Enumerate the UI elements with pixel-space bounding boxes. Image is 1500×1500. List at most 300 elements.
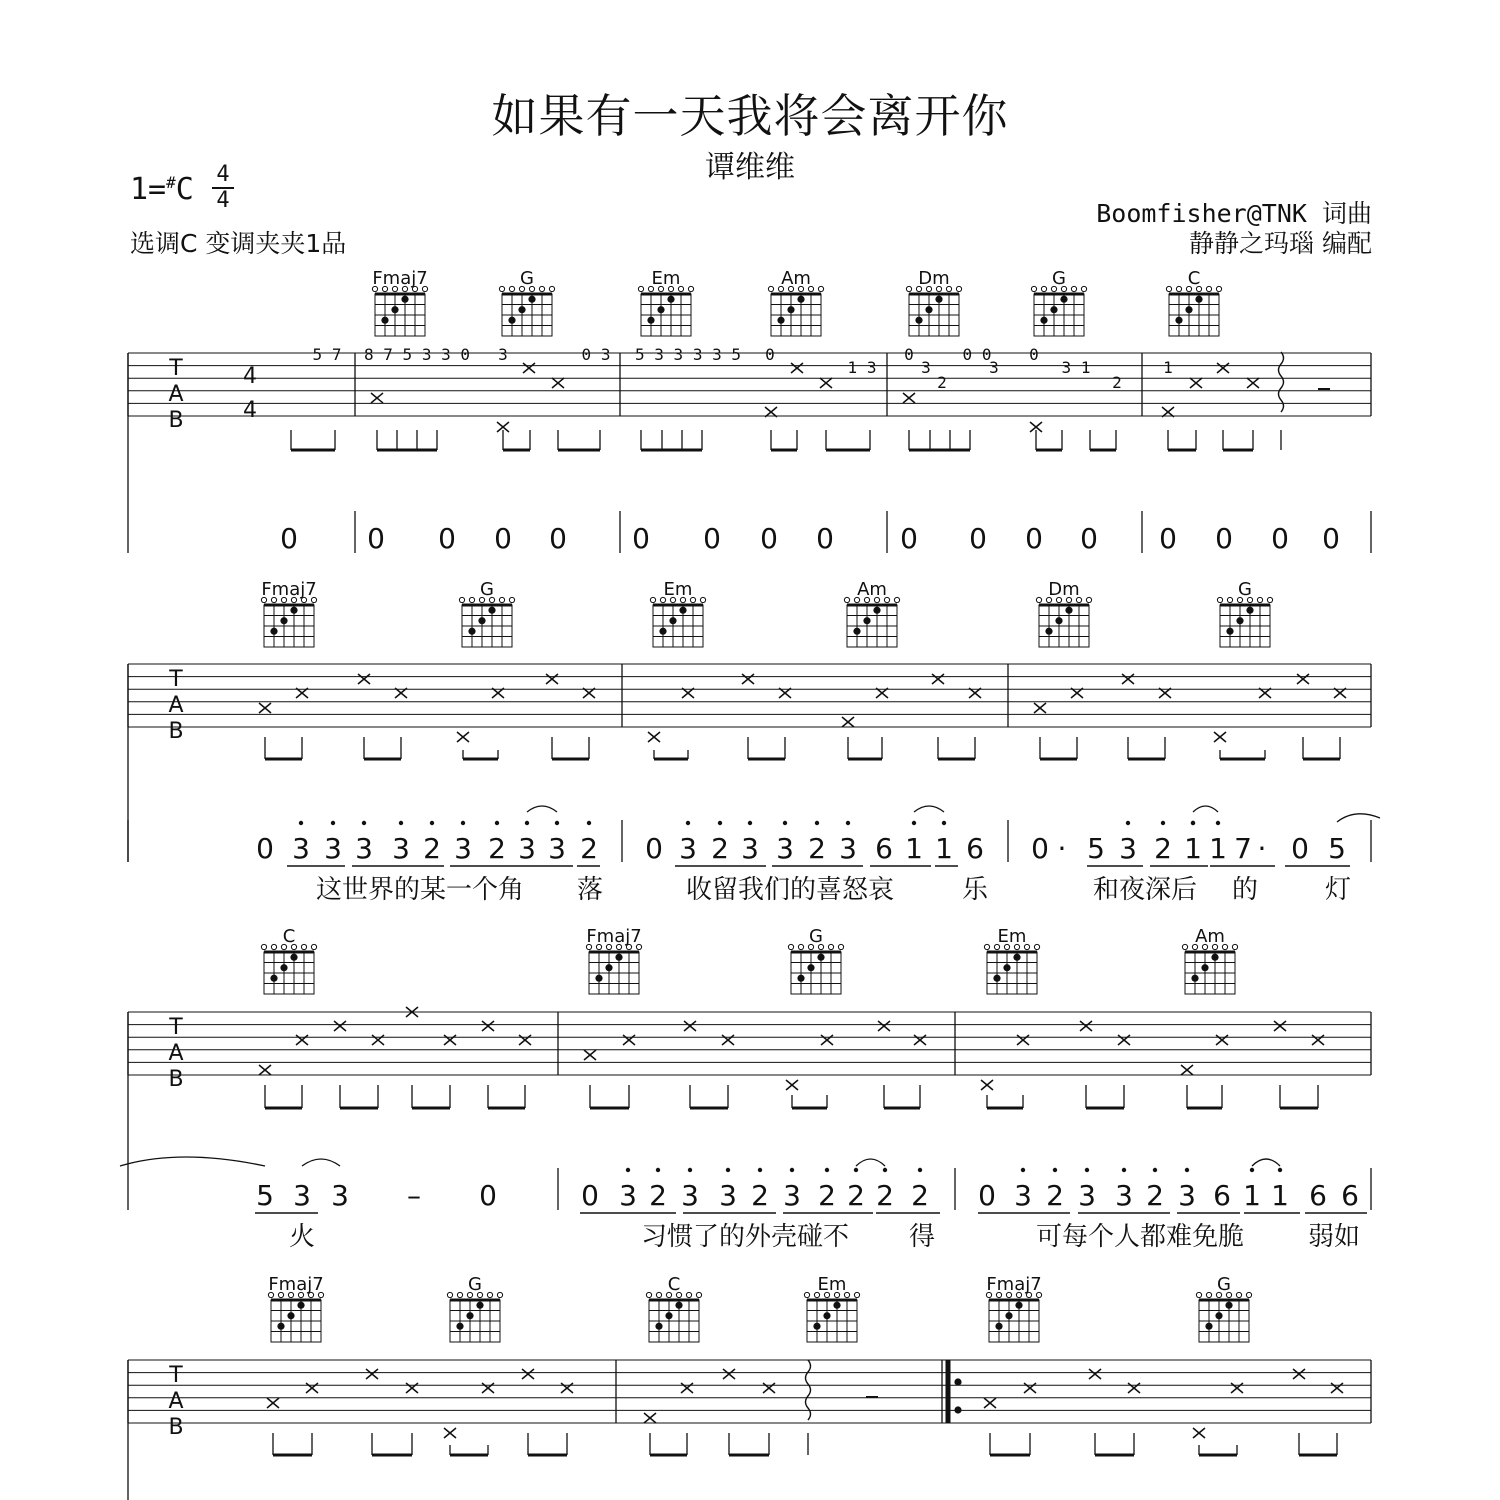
chord-name: Fmaj7 (268, 1274, 324, 1295)
open-string-mark (1034, 944, 1039, 949)
capo-note: 选调C 变调夹夹1品 (130, 229, 347, 258)
chord-diagram (984, 926, 1039, 994)
open-string-mark (838, 944, 843, 949)
lyric-text: 的 (1231, 875, 1259, 905)
tab-x-note (296, 1035, 308, 1045)
octave-dot (846, 821, 850, 825)
open-string-mark (656, 1292, 661, 1297)
finger-dot (777, 317, 784, 324)
tab-fret-number: 8 7 5 3 3 0 (364, 345, 470, 364)
chord-name: Fmaj7 (986, 1274, 1042, 1295)
finger-dot (478, 617, 485, 624)
open-string-mark (678, 286, 683, 291)
open-string-mark (1217, 597, 1222, 602)
jianpu-note: 3 (619, 1179, 637, 1212)
chord-name: Am (857, 579, 887, 600)
finger-dot (297, 1302, 304, 1309)
tab-x-note (623, 1035, 635, 1045)
finger-dot (508, 317, 515, 324)
finger-dot (270, 975, 277, 982)
meter-top: 4 (216, 162, 230, 187)
chord-name: Dm (918, 268, 950, 289)
open-string-mark (447, 1292, 452, 1297)
finger-dot (595, 975, 602, 982)
tab-x-note (519, 1035, 531, 1045)
open-string-mark (1236, 1292, 1241, 1297)
open-string-mark (768, 286, 773, 291)
octave-dot (299, 821, 303, 825)
octave-dot (495, 821, 499, 825)
jianpu-note: 3 (1078, 1179, 1096, 1212)
finger-dot (665, 1312, 672, 1319)
key-note: C (175, 172, 194, 207)
finger-dot (647, 317, 654, 324)
tab-x-note (1247, 378, 1259, 388)
jianpu-note: 2 (847, 1179, 865, 1212)
chord-diagram (1036, 579, 1091, 647)
octave-dot (1161, 821, 1165, 825)
artist-name: 谭维维 (705, 150, 795, 185)
open-string-mark (956, 286, 961, 291)
jianpu-note: 0 (581, 1179, 599, 1212)
finger-dot (1015, 1302, 1022, 1309)
open-string-mark (646, 1292, 651, 1297)
finger-dot (528, 296, 535, 303)
finger-dot (863, 617, 870, 624)
finger-dot (1195, 296, 1202, 303)
tab-fret-number: 1 3 (847, 358, 877, 377)
octave-dot (656, 1168, 660, 1172)
chord-name: Fmaj7 (586, 926, 642, 947)
lyric-text: 落 (576, 875, 604, 905)
jianpu-note: 0 (816, 522, 834, 555)
tab-clef-letter: B (168, 408, 184, 433)
octave-dot (758, 1168, 762, 1172)
jianpu-note: 3 (331, 1179, 349, 1212)
open-string-mark (828, 944, 833, 949)
finger-dot (518, 306, 525, 313)
tab-x-note (267, 1398, 279, 1408)
tab-clef-letter: T (169, 667, 183, 692)
tab-fret-number: 2 (1112, 373, 1122, 392)
jianpu-note: 3 (454, 832, 472, 865)
finger-dot (675, 1302, 682, 1309)
jianpu-note: 3 (392, 832, 410, 865)
jianpu-note: 3 (1115, 1179, 1133, 1212)
tab-clef-letter: B (168, 1067, 184, 1092)
tab-x-note (742, 674, 754, 684)
jianpu-note: 3 (292, 832, 310, 865)
tab-x-note (406, 1383, 418, 1393)
octave-dot (399, 821, 403, 825)
tab-x-note (1181, 1065, 1193, 1075)
finger-dot (659, 628, 666, 635)
chord-name: G (809, 926, 823, 947)
finger-dot (995, 1323, 1002, 1330)
chord-name: Em (663, 579, 693, 600)
finger-dot (787, 306, 794, 313)
jianpu-note: 0 (632, 522, 650, 555)
jianpu-note: – (407, 1179, 421, 1212)
tab-x-note (259, 703, 271, 713)
open-string-mark (1182, 944, 1187, 949)
finger-dot (853, 628, 860, 635)
lyric-text: 和夜深后 (1092, 875, 1198, 905)
finger-dot (823, 1312, 830, 1319)
tab-x-note (820, 378, 832, 388)
jianpu-note: 2 (1046, 1179, 1064, 1212)
tab-x-note (366, 1369, 378, 1379)
open-string-mark (1246, 1292, 1251, 1297)
key-prefix: 1= (130, 172, 167, 207)
open-string-mark (854, 1292, 859, 1297)
open-string-mark (509, 286, 514, 291)
octave-dot (1185, 1168, 1189, 1172)
chord-diagram (499, 268, 554, 336)
tie-arc (914, 806, 944, 812)
tab-x-note (1216, 1035, 1228, 1045)
finger-dot (1005, 1312, 1012, 1319)
tab-clef-letter: A (168, 1389, 184, 1414)
tab-x-note (1217, 363, 1229, 373)
chord-name: G (1052, 268, 1066, 289)
tab-x-note (482, 1021, 494, 1031)
lyric-text: 收留我们的喜怒哀 (685, 875, 895, 905)
tab-x-note (259, 1065, 271, 1075)
tab-x-note (1214, 732, 1226, 742)
tab-x-note (561, 1383, 573, 1393)
tab-fret-number: 2 (937, 373, 947, 392)
jianpu-note: 3 (679, 832, 697, 865)
tab-x-note (334, 1021, 346, 1031)
open-string-mark (487, 1292, 492, 1297)
chord-diagram (1196, 1274, 1251, 1342)
chord-diagram (788, 926, 843, 994)
finger-dot (290, 954, 297, 961)
tab-x-note (523, 363, 535, 373)
tab-fret-number: 1 (1163, 358, 1173, 377)
tab-x-note (1331, 1383, 1343, 1393)
tab-x-note (584, 1050, 596, 1060)
open-string-mark (457, 1292, 462, 1297)
jianpu-note: 3 (783, 1179, 801, 1212)
tab-x-note (552, 378, 564, 388)
tab-x-note (914, 1035, 926, 1045)
tie-arc (1337, 814, 1380, 822)
open-string-mark (1206, 1292, 1211, 1297)
tab-x-note (1274, 1021, 1286, 1031)
jianpu-note: 7 (1234, 832, 1252, 865)
octave-dot (1278, 1168, 1282, 1172)
open-string-mark (1222, 944, 1227, 949)
song-title: 如果有一天我将会离开你 (491, 89, 1009, 143)
finger-dot (1226, 628, 1233, 635)
tab-x-note (842, 717, 854, 727)
open-string-mark (1267, 597, 1272, 602)
tab-x-note (1193, 1428, 1205, 1438)
tab-x-note (306, 1383, 318, 1393)
open-string-mark (894, 597, 899, 602)
tie-arc (302, 1159, 340, 1166)
open-string-mark (818, 286, 823, 291)
octave-dot (1085, 1168, 1089, 1172)
lyric-text: 可每个人都难免脆 (1035, 1222, 1245, 1252)
jianpu-note: 0 (1291, 832, 1309, 865)
octave-dot (626, 1168, 630, 1172)
tab-fret-number: 0 (904, 345, 914, 364)
jianpu-note: 2 (1146, 1179, 1164, 1212)
octave-dot (686, 821, 690, 825)
lyric-text: 得 (908, 1222, 936, 1252)
jianpu-note: · (1057, 832, 1067, 865)
finger-dot (1185, 306, 1192, 313)
octave-dot (688, 1168, 692, 1172)
open-string-mark (650, 597, 655, 602)
tie-arc (1252, 1159, 1280, 1166)
tab-meter-bottom: 4 (243, 398, 257, 423)
finger-dot (655, 1323, 662, 1330)
jianpu-note: 2 (711, 832, 729, 865)
octave-dot (825, 1168, 829, 1172)
chord-diagram (650, 579, 705, 647)
open-string-mark (271, 944, 276, 949)
open-string-mark (1196, 1292, 1201, 1297)
finger-dot (935, 296, 942, 303)
tab-x-note (444, 1035, 456, 1045)
finger-dot (657, 306, 664, 313)
open-string-mark (1086, 597, 1091, 602)
open-string-mark (696, 1292, 701, 1297)
jianpu-note: 6 (1309, 1179, 1327, 1212)
credit-lyrics-music: Boomfisher@TNK 词曲 (1096, 199, 1372, 228)
tab-clef-letter: A (168, 693, 184, 718)
open-string-mark (804, 1292, 809, 1297)
chord-diagram (268, 1274, 323, 1342)
finger-dot (1045, 628, 1052, 635)
jianpu-note: 1 (1184, 832, 1202, 865)
tab-x-note (1297, 674, 1309, 684)
jianpu-note: 5 (1328, 832, 1346, 865)
jianpu-note: 3 (776, 832, 794, 865)
jianpu-note: 0 (256, 832, 274, 865)
jianpu-note: 0 (703, 522, 721, 555)
tab-fret-number: 5 3 3 3 3 5 (635, 345, 741, 364)
tab-x-note (522, 1369, 534, 1379)
octave-dot (525, 821, 529, 825)
open-string-mark (1071, 286, 1076, 291)
open-string-mark (984, 944, 989, 949)
octave-dot (726, 1168, 730, 1172)
tie-arc (527, 806, 557, 812)
tab-fret-number: 0 (1029, 345, 1039, 364)
open-string-mark (1036, 597, 1041, 602)
chord-diagram (906, 268, 961, 336)
jianpu-note: 0 (900, 522, 918, 555)
finger-dot (1040, 317, 1047, 324)
chord-diagram (986, 1274, 1041, 1342)
octave-dot (430, 821, 434, 825)
tab-x-note (932, 674, 944, 684)
tab-x-note (984, 1398, 996, 1408)
octave-dot (1021, 1168, 1025, 1172)
finger-dot (1236, 617, 1243, 624)
tab-x-note (791, 363, 803, 373)
jianpu-note: 0 (280, 522, 298, 555)
tab-clef-letter: T (169, 356, 183, 381)
tab-x-note (763, 1383, 775, 1393)
chord-diagram (804, 1274, 859, 1342)
jianpu-note: 5 (256, 1179, 274, 1212)
open-string-mark (638, 286, 643, 291)
finger-dot (1055, 617, 1062, 624)
tab-fret-number: 0 0 (962, 345, 992, 364)
chord-name: G (468, 1274, 482, 1295)
chord-name: G (1217, 1274, 1231, 1295)
chord-diagram (459, 579, 514, 647)
chord-diagram (1166, 268, 1221, 336)
octave-dot (1250, 1168, 1254, 1172)
tab-x-note (482, 1383, 494, 1393)
finger-dot (287, 1312, 294, 1319)
jianpu-note: 3 (839, 832, 857, 865)
open-string-mark (690, 597, 695, 602)
tab-x-note (372, 1035, 384, 1045)
repeat-dot (954, 1406, 961, 1413)
octave-dot (912, 821, 916, 825)
lyric-text: 火 (288, 1222, 316, 1252)
tab-clef-letter: T (169, 1363, 183, 1388)
chord-diagram (1182, 926, 1237, 994)
tab-fret-number: 3 (989, 358, 999, 377)
chord-diagram (638, 268, 693, 336)
jianpu-note: 2 (818, 1179, 836, 1212)
open-string-mark (1257, 597, 1262, 602)
octave-dot (587, 821, 591, 825)
chord-diagram (261, 926, 316, 994)
open-string-mark (539, 286, 544, 291)
jianpu-note: 0 (438, 522, 456, 555)
chord-name: Am (781, 268, 811, 289)
jianpu-note: 3 (719, 1179, 737, 1212)
finger-dot (669, 617, 676, 624)
tab-x-note (1293, 1369, 1305, 1379)
open-string-mark (1227, 597, 1232, 602)
finger-dot (391, 306, 398, 313)
jianpu-note: 2 (876, 1179, 894, 1212)
chord-name: Fmaj7 (372, 268, 428, 289)
open-string-mark (1232, 944, 1237, 949)
tab-fret-number: 0 3 (581, 345, 611, 364)
open-string-mark (906, 286, 911, 291)
jianpu-note: 0 (1215, 522, 1233, 555)
tab-x-note (1118, 1035, 1130, 1045)
jianpu-note: 5 (1087, 832, 1105, 865)
chord-name: Em (997, 926, 1027, 947)
jianpu-note: 3 (1178, 1179, 1196, 1212)
tab-fret-number: 3 (921, 358, 931, 377)
jianpu-note: 0 (479, 1179, 497, 1212)
jianpu-note: 0 (1322, 522, 1340, 555)
chord-name: G (480, 579, 494, 600)
jianpu-note: 0 (969, 522, 987, 555)
open-string-mark (798, 944, 803, 949)
finger-dot (813, 1323, 820, 1330)
finger-dot (605, 964, 612, 971)
tab-x-note (981, 1080, 993, 1090)
jianpu-note: 2 (488, 832, 506, 865)
octave-dot (1153, 1168, 1157, 1172)
open-string-mark (301, 944, 306, 949)
octave-dot (1053, 1168, 1057, 1172)
open-string-mark (509, 597, 514, 602)
jianpu-note: 1 (1271, 1179, 1289, 1212)
finger-dot (1211, 954, 1218, 961)
open-string-mark (1216, 286, 1221, 291)
octave-dot (1216, 821, 1220, 825)
tab-x-note (684, 1021, 696, 1031)
chord-diagram (768, 268, 823, 336)
tie-arc (1193, 806, 1218, 812)
tab-x-note (1231, 1383, 1243, 1393)
octave-dot (362, 821, 366, 825)
finger-dot (667, 296, 674, 303)
finger-dot (807, 964, 814, 971)
finger-dot (873, 607, 880, 614)
finger-dot (488, 607, 495, 614)
tab-x-note (786, 1080, 798, 1090)
open-string-mark (1041, 286, 1046, 291)
repeat-dot (954, 1378, 961, 1385)
chord-diagram (1217, 579, 1272, 647)
finger-dot (925, 306, 932, 313)
finger-dot (797, 296, 804, 303)
tab-x-note (681, 1383, 693, 1393)
jianpu-note: 2 (649, 1179, 667, 1212)
jianpu-note: 6 (966, 832, 984, 865)
finger-dot (1003, 964, 1010, 971)
open-string-mark (1176, 286, 1181, 291)
open-string-mark (1166, 286, 1171, 291)
tab-x-note (722, 1035, 734, 1045)
jianpu-note: 3 (681, 1179, 699, 1212)
chord-name: Fmaj7 (261, 579, 317, 600)
jianpu-note: 2 (808, 832, 826, 865)
finger-dot (797, 975, 804, 982)
jianpu-note: 0 (1080, 522, 1098, 555)
finger-dot (615, 954, 622, 961)
tab-x-note (358, 674, 370, 684)
finger-dot (1013, 954, 1020, 961)
open-string-mark (469, 597, 474, 602)
finger-dot (456, 1323, 463, 1330)
lyric-text: 乐 (961, 875, 989, 905)
chord-diagram (447, 1274, 502, 1342)
tab-x-note (444, 1428, 456, 1438)
octave-dot (1126, 821, 1130, 825)
tab-x-note (878, 1021, 890, 1031)
octave-dot (1122, 1168, 1126, 1172)
jianpu-note: 2 (751, 1179, 769, 1212)
finger-dot (679, 607, 686, 614)
jianpu-note: 1 (935, 832, 953, 865)
open-string-mark (688, 286, 693, 291)
jianpu-note: 0 (1159, 522, 1177, 555)
chord-name: C (667, 1274, 681, 1295)
tab-x-note (1017, 1035, 1029, 1045)
octave-dot (942, 821, 946, 825)
finger-dot (993, 975, 1000, 982)
open-string-mark (788, 944, 793, 949)
